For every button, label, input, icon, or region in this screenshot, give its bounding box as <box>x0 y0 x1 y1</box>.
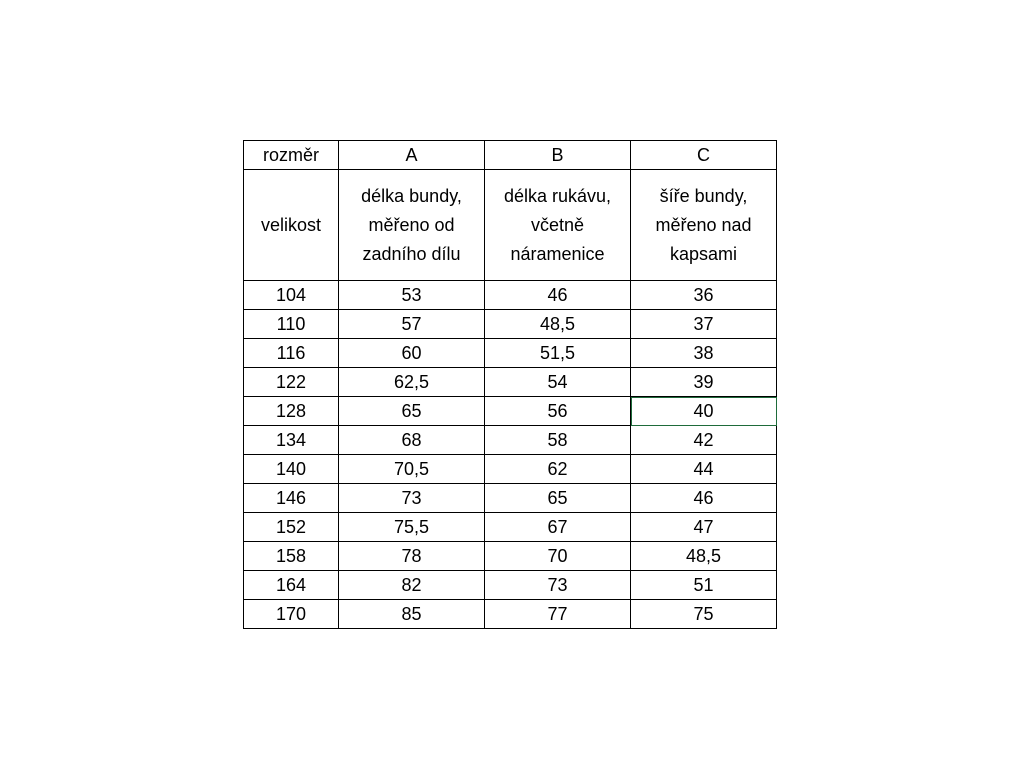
header-cell-c[interactable]: C <box>631 141 777 170</box>
size-cell[interactable]: 122 <box>244 368 339 397</box>
size-chart-table <box>243 140 777 629</box>
value-cell-a[interactable]: 57 <box>339 310 485 339</box>
table-row <box>244 281 777 310</box>
value-cell-c[interactable]: 75 <box>631 600 777 629</box>
size-cell[interactable]: 152 <box>244 513 339 542</box>
value-cell-a[interactable]: 65 <box>339 397 485 426</box>
value-cell-a[interactable]: 68 <box>339 426 485 455</box>
table-row <box>244 542 777 571</box>
value-cell-a[interactable]: 78 <box>339 542 485 571</box>
size-cell[interactable]: 104 <box>244 281 339 310</box>
value-cell-b[interactable]: 56 <box>485 397 631 426</box>
table-row <box>244 513 777 542</box>
header-row <box>244 141 777 170</box>
description-row <box>244 170 777 281</box>
table-row <box>244 339 777 368</box>
size-cell[interactable]: 116 <box>244 339 339 368</box>
size-cell[interactable]: 140 <box>244 455 339 484</box>
value-cell-b[interactable]: 46 <box>485 281 631 310</box>
value-cell-b[interactable]: 51,5 <box>485 339 631 368</box>
table-row <box>244 426 777 455</box>
value-cell-b[interactable]: 62 <box>485 455 631 484</box>
data-rows <box>244 281 777 629</box>
value-cell-c[interactable]: 46 <box>631 484 777 513</box>
value-cell-b[interactable]: 73 <box>485 571 631 600</box>
size-cell[interactable]: 128 <box>244 397 339 426</box>
value-cell-c[interactable]: 47 <box>631 513 777 542</box>
value-cell-b[interactable]: 70 <box>485 542 631 571</box>
description-cell-c[interactable]: šíře bundy, měřeno nad kapsami <box>631 170 777 281</box>
value-cell-a[interactable]: 75,5 <box>339 513 485 542</box>
table-row <box>244 484 777 513</box>
size-cell[interactable]: 134 <box>244 426 339 455</box>
value-cell-c[interactable]: 44 <box>631 455 777 484</box>
value-cell-c[interactable]: 37 <box>631 310 777 339</box>
value-cell-a[interactable]: 53 <box>339 281 485 310</box>
value-cell-c[interactable]: 42 <box>631 426 777 455</box>
value-cell-a[interactable]: 60 <box>339 339 485 368</box>
table-row <box>244 571 777 600</box>
value-cell-a[interactable]: 82 <box>339 571 485 600</box>
value-cell-c[interactable]: 40 <box>631 397 777 426</box>
table-row <box>244 455 777 484</box>
value-cell-c[interactable]: 39 <box>631 368 777 397</box>
header-cell-rozmer[interactable]: rozměr <box>244 141 339 170</box>
value-cell-b[interactable]: 48,5 <box>485 310 631 339</box>
value-cell-b[interactable]: 58 <box>485 426 631 455</box>
value-cell-c[interactable]: 38 <box>631 339 777 368</box>
table-row <box>244 368 777 397</box>
table-row <box>244 600 777 629</box>
value-cell-b[interactable]: 67 <box>485 513 631 542</box>
size-cell[interactable]: 146 <box>244 484 339 513</box>
description-cell-a[interactable]: délka bundy, měřeno od zadního dílu <box>339 170 485 281</box>
value-cell-a[interactable]: 73 <box>339 484 485 513</box>
value-cell-c[interactable]: 36 <box>631 281 777 310</box>
value-cell-c[interactable]: 51 <box>631 571 777 600</box>
table-row <box>244 310 777 339</box>
size-cell[interactable]: 158 <box>244 542 339 571</box>
table-row <box>244 397 777 426</box>
size-cell[interactable]: 170 <box>244 600 339 629</box>
value-cell-a[interactable]: 62,5 <box>339 368 485 397</box>
size-cell[interactable]: 164 <box>244 571 339 600</box>
value-cell-a[interactable]: 70,5 <box>339 455 485 484</box>
description-cell-velikost[interactable]: velikost <box>244 170 339 281</box>
value-cell-c[interactable]: 48,5 <box>631 542 777 571</box>
header-cell-b[interactable]: B <box>485 141 631 170</box>
value-cell-b[interactable]: 65 <box>485 484 631 513</box>
value-cell-a[interactable]: 85 <box>339 600 485 629</box>
description-cell-b[interactable]: délka rukávu, včetně náramenice <box>485 170 631 281</box>
value-cell-b[interactable]: 54 <box>485 368 631 397</box>
size-cell[interactable]: 110 <box>244 310 339 339</box>
value-cell-b[interactable]: 77 <box>485 600 631 629</box>
header-cell-a[interactable]: A <box>339 141 485 170</box>
